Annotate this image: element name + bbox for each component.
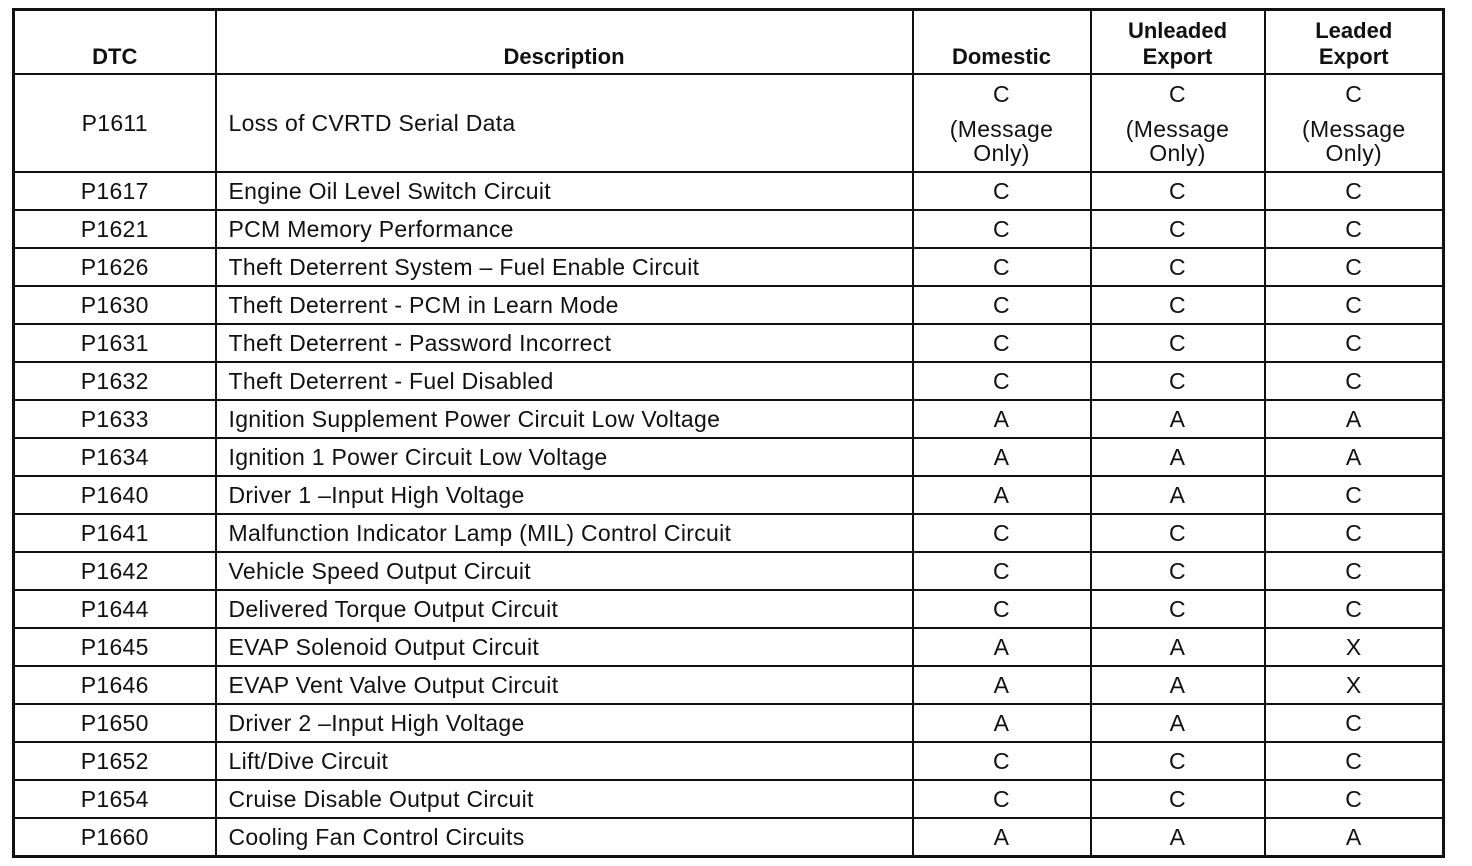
unleaded-export-cell: A xyxy=(1091,400,1265,438)
domestic-cell: C xyxy=(913,780,1091,818)
unleaded-export-cell: C xyxy=(1091,172,1265,210)
dtc-code-cell: P1633 xyxy=(14,400,216,438)
table-row xyxy=(14,628,1444,666)
domestic-cell: C xyxy=(913,590,1091,628)
dtc-code-cell: P1644 xyxy=(14,590,216,628)
table-row xyxy=(14,172,1444,210)
dtc-code-cell: P1645 xyxy=(14,628,216,666)
dtc-code-cell: P1621 xyxy=(14,210,216,248)
unleaded-export-cell: A xyxy=(1091,818,1265,857)
leaded-export-cell: A xyxy=(1265,400,1444,438)
unleaded-export-cell: C xyxy=(1091,248,1265,286)
note-line-2: Only) xyxy=(1149,140,1206,166)
header-leaded-line-2: Export xyxy=(1318,44,1389,69)
unleaded-export-cell: A xyxy=(1091,704,1265,742)
description-cell: EVAP Vent Valve Output Circuit xyxy=(216,666,913,704)
table-row xyxy=(14,780,1444,818)
domestic-cell: C xyxy=(913,362,1091,400)
domestic-cell: C xyxy=(913,324,1091,362)
unleaded-export-cell: C xyxy=(1091,780,1265,818)
description-cell: Cooling Fan Control Circuits xyxy=(216,818,913,857)
dtc-code-cell: P1654 xyxy=(14,780,216,818)
domestic-cell: A xyxy=(913,666,1091,704)
dtc-code-cell: P1631 xyxy=(14,324,216,362)
domestic-cell: A xyxy=(913,476,1091,514)
dtc-code-cell: P1641 xyxy=(14,514,216,552)
note-line-1: (Message xyxy=(1125,116,1230,142)
description-cell: Malfunction Indicator Lamp (MIL) Control Circuit xyxy=(216,514,913,552)
table-row xyxy=(14,248,1444,286)
header-leaded-export xyxy=(1265,10,1444,75)
table-row xyxy=(14,666,1444,704)
note-line-1: (Message xyxy=(1302,116,1406,142)
unleaded-export-cell: A xyxy=(1091,438,1265,476)
leaded-export-cell: C xyxy=(1265,362,1444,400)
unleaded-export-cell xyxy=(1091,74,1265,172)
unleaded-code: C xyxy=(1169,81,1186,107)
table-row xyxy=(14,210,1444,248)
dtc-code-cell: P1626 xyxy=(14,248,216,286)
domestic-cell: A xyxy=(913,628,1091,666)
domestic-cell: A xyxy=(913,400,1091,438)
unleaded-export-cell: C xyxy=(1091,552,1265,590)
leaded-export-cell: C xyxy=(1265,742,1444,780)
dtc-code-cell: P1660 xyxy=(14,818,216,857)
table-row xyxy=(14,74,1444,172)
header-unleaded-line-1: Unleaded xyxy=(1127,18,1228,43)
leaded-export-cell: C xyxy=(1265,552,1444,590)
description-cell: Delivered Torque Output Circuit xyxy=(216,590,913,628)
unleaded-export-cell: C xyxy=(1091,590,1265,628)
unleaded-export-cell: C xyxy=(1091,362,1265,400)
table-row xyxy=(14,742,1444,780)
domestic-cell: A xyxy=(913,704,1091,742)
leaded-export-cell: C xyxy=(1265,514,1444,552)
domestic-cell: C xyxy=(913,248,1091,286)
dtc-code-cell: P1646 xyxy=(14,666,216,704)
header-leaded-line-1: Leaded xyxy=(1315,18,1393,43)
table-row xyxy=(14,362,1444,400)
domestic-cell: C xyxy=(913,210,1091,248)
leaded-export-cell: C xyxy=(1265,590,1444,628)
table-row xyxy=(14,818,1444,857)
header-dtc: DTC xyxy=(14,10,216,75)
dtc-code-cell: P1617 xyxy=(14,172,216,210)
leaded-export-cell xyxy=(1265,74,1444,172)
description-cell: Driver 2 –Input High Voltage xyxy=(216,704,913,742)
header-unleaded-line-2: Export xyxy=(1142,44,1213,69)
domestic-cell: A xyxy=(913,438,1091,476)
table-row xyxy=(14,324,1444,362)
leaded-export-cell: C xyxy=(1265,172,1444,210)
description-cell: Ignition Supplement Power Circuit Low Voltage xyxy=(216,400,913,438)
description-cell: Lift/Dive Circuit xyxy=(216,742,913,780)
unleaded-export-cell: A xyxy=(1091,666,1265,704)
dtc-code-cell: P1634 xyxy=(14,438,216,476)
table-row xyxy=(14,286,1444,324)
leaded-export-cell: X xyxy=(1265,628,1444,666)
table-row xyxy=(14,438,1444,476)
domestic-cell xyxy=(913,74,1091,172)
dtc-table xyxy=(12,8,1445,858)
domestic-cell: C xyxy=(913,552,1091,590)
dtc-code-cell: P1632 xyxy=(14,362,216,400)
dtc-code-cell: P1640 xyxy=(14,476,216,514)
description-cell: Theft Deterrent System – Fuel Enable Circuit xyxy=(216,248,913,286)
message-only-note xyxy=(1266,117,1443,165)
leaded-export-cell: C xyxy=(1265,324,1444,362)
leaded-export-cell: C xyxy=(1265,210,1444,248)
leaded-code: C xyxy=(1345,81,1363,107)
dtc-code-cell: P1642 xyxy=(14,552,216,590)
dtc-code-cell: P1630 xyxy=(14,286,216,324)
header-unleaded-export xyxy=(1091,10,1265,75)
domestic-cell: C xyxy=(913,286,1091,324)
description-cell: Cruise Disable Output Circuit xyxy=(216,780,913,818)
domestic-cell: A xyxy=(913,818,1091,857)
leaded-export-cell: C xyxy=(1265,286,1444,324)
leaded-export-cell: A xyxy=(1265,438,1444,476)
description-cell: Theft Deterrent - Fuel Disabled xyxy=(216,362,913,400)
dtc-code-cell: P1650 xyxy=(14,704,216,742)
unleaded-export-cell: C xyxy=(1091,742,1265,780)
domestic-code: C xyxy=(993,81,1010,107)
table-body xyxy=(14,74,1444,857)
table-row xyxy=(14,552,1444,590)
note-line-1: (Message xyxy=(949,116,1054,142)
header-domestic: Domestic xyxy=(913,10,1091,75)
leaded-export-cell: C xyxy=(1265,248,1444,286)
note-line-2: Only) xyxy=(1325,140,1382,166)
unleaded-export-cell: C xyxy=(1091,210,1265,248)
header-description: Description xyxy=(216,10,913,75)
table-row xyxy=(14,476,1444,514)
description-cell: Theft Deterrent - PCM in Learn Mode xyxy=(216,286,913,324)
leaded-export-cell: C xyxy=(1265,476,1444,514)
table-row xyxy=(14,704,1444,742)
description-cell: Engine Oil Level Switch Circuit xyxy=(216,172,913,210)
unleaded-export-cell: C xyxy=(1091,514,1265,552)
table-row xyxy=(14,590,1444,628)
table-row xyxy=(14,400,1444,438)
domestic-cell: C xyxy=(913,172,1091,210)
unleaded-export-cell: A xyxy=(1091,628,1265,666)
note-line-2: Only) xyxy=(973,140,1030,166)
unleaded-export-cell: A xyxy=(1091,476,1265,514)
domestic-cell: C xyxy=(913,514,1091,552)
table-header xyxy=(14,10,1444,75)
unleaded-export-cell: C xyxy=(1091,324,1265,362)
description-cell: Driver 1 –Input High Voltage xyxy=(216,476,913,514)
description-cell: EVAP Solenoid Output Circuit xyxy=(216,628,913,666)
dtc-code-cell: P1611 xyxy=(14,74,216,172)
message-only-note xyxy=(914,117,1090,165)
description-cell: Vehicle Speed Output Circuit xyxy=(216,552,913,590)
description-cell: Theft Deterrent - Password Incorrect xyxy=(216,324,913,362)
message-only-note xyxy=(1092,117,1264,165)
description-cell: Loss of CVRTD Serial Data xyxy=(216,74,913,172)
unleaded-export-cell: C xyxy=(1091,286,1265,324)
leaded-export-cell: C xyxy=(1265,704,1444,742)
header-row xyxy=(14,10,1444,75)
leaded-export-cell: C xyxy=(1265,780,1444,818)
domestic-cell: C xyxy=(913,742,1091,780)
dtc-code-cell: P1652 xyxy=(14,742,216,780)
description-cell: Ignition 1 Power Circuit Low Voltage xyxy=(216,438,913,476)
leaded-export-cell: A xyxy=(1265,818,1444,857)
description-cell: PCM Memory Performance xyxy=(216,210,913,248)
leaded-export-cell: X xyxy=(1265,666,1444,704)
table-row xyxy=(14,514,1444,552)
